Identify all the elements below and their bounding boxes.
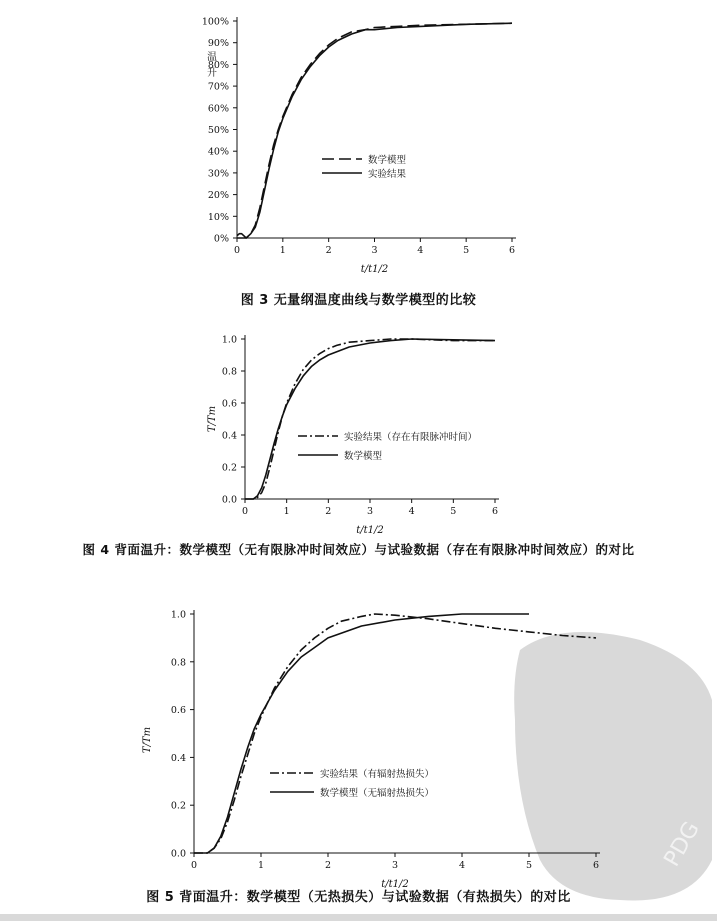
x-tick-label: 6 bbox=[508, 245, 516, 256]
y-tick-label: 40% bbox=[207, 146, 229, 158]
x-tick-label: 1 bbox=[257, 860, 265, 871]
x-tick-label: 6 bbox=[592, 860, 600, 871]
legend-label: 实验结果 bbox=[368, 169, 407, 180]
y-tick-label: 80% bbox=[207, 59, 229, 71]
y-tick-label: 0.4 bbox=[170, 752, 186, 764]
x-tick-label: 6 bbox=[491, 506, 499, 517]
x-tick-label: 0 bbox=[241, 506, 249, 517]
x-tick-label: 5 bbox=[450, 506, 457, 517]
figure-5-caption: 图 5 背面温升：数学模型（无热损失）与试验数据（有热损失）的对比 bbox=[146, 890, 571, 905]
x-tick-label: 3 bbox=[391, 860, 399, 871]
x-axis-label: t/t1/2 bbox=[360, 264, 389, 275]
series-line bbox=[237, 23, 512, 238]
watermark-seal bbox=[514, 632, 712, 901]
figure-3-chart bbox=[202, 17, 516, 276]
x-tick-label: 1 bbox=[279, 245, 286, 256]
series-line bbox=[245, 339, 495, 499]
x-tick-label: 4 bbox=[458, 860, 466, 871]
y-tick-label: 70% bbox=[207, 81, 229, 93]
x-tick-label: 2 bbox=[325, 245, 332, 256]
y-axis-label: 温 bbox=[207, 52, 217, 63]
y-tick-label: 0.2 bbox=[170, 800, 186, 812]
y-tick-label: 0% bbox=[213, 233, 229, 245]
x-tick-label: 0 bbox=[190, 860, 198, 871]
x-tick-label: 1 bbox=[283, 506, 290, 517]
x-tick-label: 3 bbox=[371, 245, 378, 256]
x-tick-label: 2 bbox=[325, 506, 332, 517]
y-tick-label: 0.0 bbox=[170, 848, 186, 860]
x-tick-label: 4 bbox=[408, 506, 415, 517]
y-axis-label: T/Tm bbox=[142, 726, 153, 754]
legend-label: 数学模型 bbox=[368, 155, 407, 166]
x-tick-label: 5 bbox=[463, 245, 470, 256]
x-tick-label: 4 bbox=[417, 245, 424, 256]
y-tick-label: 0.0 bbox=[221, 494, 237, 506]
x-tick-label: 5 bbox=[525, 860, 533, 871]
x-tick-label: 2 bbox=[324, 860, 332, 871]
y-tick-label: 0.4 bbox=[221, 430, 237, 442]
y-axis-label: 升 bbox=[207, 68, 217, 79]
y-tick-label: 10% bbox=[207, 211, 229, 223]
figure-4-caption: 图 4 背面温升：数学模型（无有限脉冲时间效应）与试验数据（存在有限脉冲时间效应）的对比 bbox=[82, 542, 635, 557]
y-tick-label: 0.8 bbox=[221, 366, 237, 378]
x-axis-label: t/t1/2 bbox=[381, 879, 409, 890]
y-tick-label: 50% bbox=[207, 125, 229, 136]
y-tick-label: 60% bbox=[207, 103, 229, 115]
y-axis-label: T/Tm bbox=[207, 405, 218, 433]
legend-label: 数学模型 bbox=[344, 451, 383, 462]
y-tick-label: 0.2 bbox=[221, 462, 237, 474]
legend-label: 实验结果（存在有限脉冲时间） bbox=[344, 432, 478, 443]
series-line bbox=[194, 614, 529, 853]
y-tick-label: 20% bbox=[207, 190, 229, 202]
x-axis-label: t/t1/2 bbox=[356, 525, 384, 536]
figure-4-chart bbox=[207, 335, 499, 537]
page-bottom-edge bbox=[0, 914, 717, 921]
y-tick-label: 0.6 bbox=[170, 705, 186, 717]
y-tick-label: 0.6 bbox=[221, 398, 237, 410]
y-tick-label: 1.0 bbox=[170, 609, 186, 621]
x-tick-label: 0 bbox=[233, 245, 241, 256]
series-line bbox=[245, 339, 495, 499]
y-tick-label: 0.8 bbox=[170, 657, 186, 669]
y-tick-label: 90% bbox=[207, 38, 229, 50]
y-tick-label: 1.0 bbox=[221, 334, 237, 346]
legend-label: 实验结果（有辐射热损失） bbox=[320, 769, 435, 780]
watermark-text: PDG bbox=[659, 817, 705, 871]
legend-label: 数学模型（无辐射热损失） bbox=[320, 788, 435, 799]
y-tick-label: 100% bbox=[201, 16, 229, 28]
figure-3-caption: 图 3 无量纲温度曲线与数学模型的比较 bbox=[240, 293, 477, 308]
y-tick-label: 30% bbox=[207, 168, 229, 180]
x-tick-label: 3 bbox=[366, 506, 374, 517]
